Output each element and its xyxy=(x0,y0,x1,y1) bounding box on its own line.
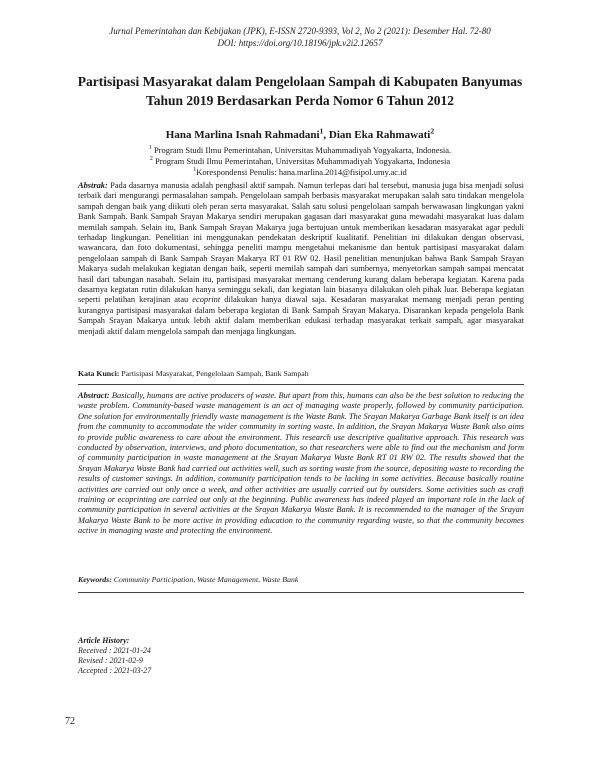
divider-rule-1 xyxy=(78,384,524,385)
affiliation-1-sup: 1 xyxy=(148,145,152,152)
affiliation-1-text: Program Studi Ilmu Pemerintahan, Universitas Muhammadiyah Yogyakarta, Indonesia. xyxy=(151,145,452,155)
abstrak-text-1: Pada dasarnya manusia adalah penghasil aktif sampah. Namun terlepas dari hal tersebut, manusia juga bisa menjadi solusi terbaik dari mengurangi permasalahan sampah. Pengelolaan sampah berbasis masyarakat merupakan salah satu tindakan mengelola sampah dengan baik yang diikuti oleh peran serta masyarakat. Salah satu solusi pengelolaan sampah berwawasan lingkungan yakni Bank Sampah. Bank Sampah Srayan Makarya sendiri merupakan gagasan dari masyarakat guna mewadahi masyarakat luas dalam memilah sampah. Selain itu, Bank Sampah Srayan Makarya juga bertujuan untuk memberikan kesadaran masyarakat agar peduli terhadap lingkungan. Penelitian ini menggunakan pendekatan deskriptif kualitatif. Penelitian ini dilakukan dengan observasi, wawancara, dan foto dokumentasi, sehingga peneliti mampu mengetahui mekanisme dan bentuk partisipasi masyarakat dalam pengelolaan sampah di Bank Sampah Srayan Makarya RT 01 RW 02. Hasil penelitian menunjukan bahwa Bank Sampah Srayan Makarya sudah melakukan kegiatan dengan baik, seperti memilah sampah dari sumbernya, menyetorkan sampah sampai mencatat hasil dari tabungan nasabah. Selain itu, partisipasi masyarakat memang cenderung kurang dalam beberapa kegiatan. Karena pada dasarnya kegiatan rutin dilakukan hanya seminggu sekali, dan kegiatan lain biasanya dilakukan oleh pihak luar. Beberapa kegiatan seperti pelatihan kerajinan atau xyxy=(78,181,524,305)
abstract-paragraph xyxy=(78,391,524,537)
journal-header xyxy=(60,25,540,49)
abstrak-italic-word: ecoprint xyxy=(192,295,221,305)
paper-title xyxy=(60,72,540,110)
journal-citation: Jurnal Pemerintahan dan Kebijakan (JPK), E-ISSN 2720-9393, Vol 2, No 2 (2021): Desember Hal. 72-80 xyxy=(109,26,491,36)
author-1: Hana Marlina Isnah Rahmadani xyxy=(165,129,320,141)
divider-rule-2 xyxy=(78,592,524,593)
abstract-text: Basically, humans are active producers of waste. But apart from this, humans can also be the best solution to reducing the waste problem. Community-based waste management is an act of managing waste properly, followed by community participation. One solution for environmentally friendly waste management is the Waste Bank. The Srayan Makarya Garbage Bank itself is an idea from the community to accommodate the wider community in sorting waste. In addition, the Srayan Makarya Waste Bank also aims to provide public awareness to care about the environment. This research use descriptive qualitative approach. This research was conducted by observation, interviews, and photo documentation, so that researchers were able to find out the mechanism and form of community participation in waste management at the Srayan Makarya Waste Bank RT 01 RW 02. The results showed that the Srayan Makarya Waste Bank had carried out activities well, such as sorting waste from the source, depositing waste to recording the results of customer savings. In addition, community participation tends to be lacking in some activities. Because basically routine activities are carried out only once a week, and other activities are usually carried out by outsiders. Some activities such as craft training or ecoprinting are carried out only at the beginning. Public awareness has indeed played an important role in the lack of community participation in several activities at the Srayan Makarya Waste Bank. It is recommended to the manager of the Srayan Makarya Waste Bank to be more active in providing education to the community regarding waste, so that the community becomes active in managing waste and protecting the environment. xyxy=(78,391,524,536)
kata-kunci-label: Kata Kunci: xyxy=(78,369,120,378)
correspondence-email[interactable]: Korespondensi Penulis: hana.marlina.2014@fisipol.umy.ac.id xyxy=(196,167,407,177)
page-number: 72 xyxy=(65,716,75,727)
affiliation-2-text: Program Studi Ilmu Pemerintahan, Universitas Muhammadiyah Yogyakarta, Indonesia xyxy=(152,156,451,166)
correspondence xyxy=(60,167,540,178)
title-line-2: Tahun 2019 Berdasarkan Perda Nomor 6 Tahun 2012 xyxy=(146,93,454,108)
history-label: Article History: xyxy=(78,636,130,645)
kata-kunci-text: Partisipasi Masyarakat, Pengelolaan Sampah, Bank Sampah xyxy=(119,369,309,378)
title-line-1: Partisipasi Masyarakat dalam Pengelolaan Sampah di Kabupaten Banyumas xyxy=(77,74,523,89)
affiliation-1 xyxy=(60,145,540,156)
kata-kunci xyxy=(78,369,524,379)
author-separator: , xyxy=(323,129,329,141)
abstrak-label: Abstrak: xyxy=(78,181,108,190)
abstrak-text-2: dilakukan hanya diawal saja. Kesadaran masyarakat memang menjadi peran penting kurangnya partisipasi masyarakat dalam beberapa kegiatan di Bank Sampah Srayan Makarya. Disarankan kepada pengelola Bank Sampah Srayan Makarya untuk lebih aktif dalam memberikan edukasi terhadap masyarakat terkait sampah, agar masyarakat menjadi aktif dalam mengelola sampah dan menjaga lingkungan. xyxy=(78,295,524,336)
article-history xyxy=(78,636,278,676)
history-received: Received : 2021-01-24 xyxy=(78,646,151,655)
journal-doi[interactable]: DOI: https://doi.org/10.18196/jpk.v2i2.12657 xyxy=(217,38,383,48)
history-accepted: Accepted : 2021-03-27 xyxy=(78,666,152,675)
abstract-label: Abstract: xyxy=(78,391,110,400)
author-2: Dian Eka Rahmawati xyxy=(328,129,431,141)
history-revised: Revised : 2021-02-9 xyxy=(78,656,143,665)
author-1-sup: 1 xyxy=(319,126,324,136)
keywords-label: Keywords: xyxy=(78,575,112,584)
affiliation-2 xyxy=(60,156,540,167)
keywords xyxy=(78,575,524,585)
abstrak-paragraph xyxy=(78,181,524,337)
author-list xyxy=(60,128,540,142)
correspondence-sup: 1 xyxy=(193,167,197,174)
affiliation-2-sup: 2 xyxy=(149,156,153,163)
affiliations xyxy=(60,145,540,178)
keywords-text: Community Participation, Waste Management, Waste Bank xyxy=(111,575,299,584)
author-2-sup: 2 xyxy=(430,126,435,136)
